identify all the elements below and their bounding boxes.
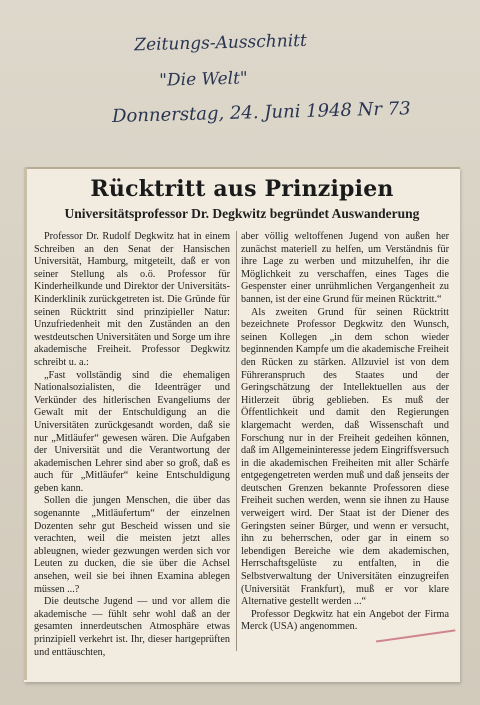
right-paragraph-3: Professor Degkwitz hat ein Angebot der Firma Merck (USA) angenommen.: [241, 608, 449, 633]
handwritten-line-1: Zeitungs-Ausschnitt: [133, 30, 308, 56]
article-subheadline: Universitätsprofessor Dr. Degkwitz begründet Auswanderung: [64, 206, 420, 221]
left-paragraph-3: Sollen die jungen Menschen, die über das sogenannte „Mitläufertum“ der einzelnen Dozenten sehr gut Bescheid wissen und sie verachten, weil die meisten jetzt alles ableugnen, wieder gezwungen werden sich vor Leuten zu ducken, die sie über die Achsel ansehen, weil sie bei ihnen Examina ablegen müssen ...?: [34, 495, 230, 595]
clipping-edge: [24, 167, 27, 680]
article-headline: Rücktritt aus Prinzipien: [90, 176, 394, 202]
left-paragraph-2: „Fast vollständig sind die ehemaligen Nationalsozialisten, die Ideenträger und Verkünder des hitlerischen Evangeliums der Gewalt mit der Entschuldigung an die Universitäten zurückgesandt worden, daß sie nur „Mitläufer“ gewesen wären. Die Aufgaben der Universität und die Verantwortung der akademischen Lehrer sind aber so groß, daß es auch für „Mitläufer“ keine Entschuldigung geben kann.: [34, 369, 230, 494]
handwritten-line-2: "Die Welt": [158, 68, 249, 91]
article-right-column: [241, 231, 449, 634]
right-paragraph-2: Als zweiten Grund für seinen Rücktritt bezeichnete Professor Degkwitz den Wunsch, seinen Kollegen „in dem schon wieder beginnenden Kampfe um die akademische Freiheit den Rücken zu stärken. Allzuviel ist von dem Führeranspruch des Staates und der Geringschätzung der Intellektuellen aus der Hitlerzeit übrig geblieben. Es muß der Öffentlichkeit und damit den Regierungen klargemacht werden, daß Wissenschaft und Forschung nur in der Freiheit gedeihen können, daß im Allgemeininteresse jedem Eingriffsversuch in die akademischen Freiheiten mit aller Schärfe entgegengetreten werden muß und daß jenseits der deutschen Grenzen bekannte Professoren diese Freiheit suchen werden, wenn sie ihnen zu Hause verweigert wird. Der Staat ist der Diener des Geringsten seiner Bürger, und wenn er versucht, ihn zu beherrschen, oder gar in einem so lebendigen Bereiche wie dem akademischen, Herrschaftsgelüste zu entfalten, in die Selbstverwaltung der Universitäten einzugreifen (Universität Frankfurt), muß er vor klare Alternative gestellt werden ...“: [241, 306, 449, 608]
right-paragraph-1: aber völlig weltoffenen Jugend von außen her zunächst materiell zu helfen, um Verständnis für ihre Lage zu werben und mitzuhelfen, ihr die Möglichkeit zu verschaffen, eines Tages die Gespenster einer unrühmlichen Vergangenheit zu bannen, ist der eine Grund für meinen Rücktritt.“: [241, 231, 449, 305]
left-paragraph-4: Die deutsche Jugend — und vor allem die akademische — fühlt sehr wohl daß an der gesamten innerdeutschen Atmosphäre etwas prinzipiell verkehrt ist. Ihr, dieser hartgeprüften und enttäuschten,: [34, 596, 230, 658]
left-paragraph-1: Professor Dr. Rudolf Degkwitz hat in einem Schreiben an den Senat der Hansischen Universität, Hamburg, mitgeteilt, daß er von seiner Stellung als o.ö. Professor für Kinderheilkunde und Direktor der Universitäts-Kinderklinik zurückgetreten ist. Die Gründe für seinen Rücktritt sind prinzipieller Natur: Unzufriedenheit mit den Zuständen an den westdeutschen Universitäten und Sorge um ihre akademische Freiheit. Professor Degkwitz schreibt u. a.:: [34, 231, 230, 368]
column-divider: [236, 231, 237, 651]
article-left-column: [34, 231, 230, 659]
handwritten-annotation: [110, 27, 472, 127]
handwritten-line-3: Donnerstag, 24. Juni 1948 Nr 73: [111, 98, 411, 127]
